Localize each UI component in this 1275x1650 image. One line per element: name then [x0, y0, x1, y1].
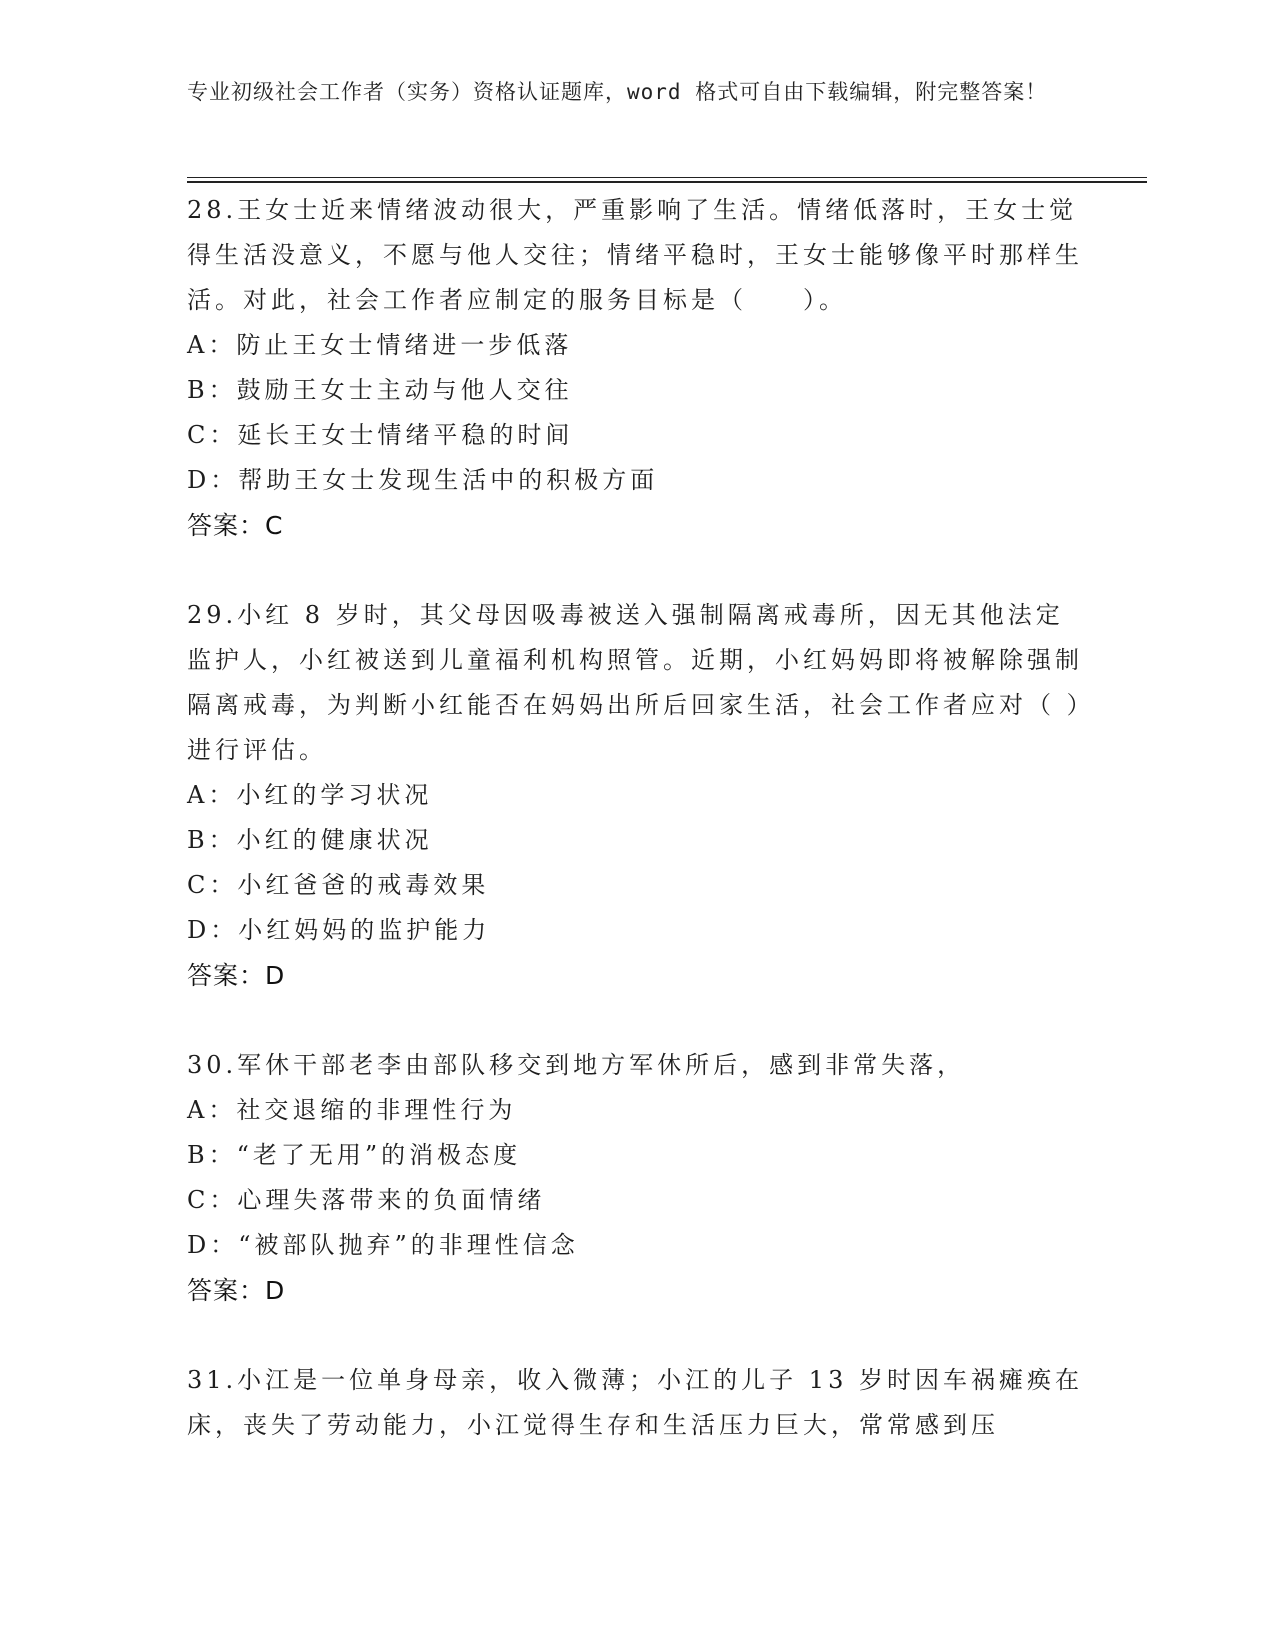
question-stem: 30.军休干部老李由部队移交到地方军休所后，感到非常失落，	[187, 1051, 966, 1079]
option-b: B：鼓励王女士主动与他人交往	[187, 376, 573, 404]
option-a: A：社交退缩的非理性行为	[187, 1096, 517, 1124]
question-31	[187, 1358, 1087, 1448]
option-c: C：小红爸爸的戒毒效果	[187, 871, 490, 899]
question-29	[187, 593, 1087, 998]
question-list	[187, 188, 1087, 1493]
question-28	[187, 188, 1087, 548]
option-b: B：小红的健康状况	[187, 826, 433, 854]
option-d: D：小红妈妈的监护能力	[187, 916, 491, 944]
answer: 答案：D	[187, 1276, 286, 1305]
header-divider-thin	[187, 177, 1147, 178]
option-a: A：防止王女士情绪进一步低落	[187, 331, 573, 359]
document-header: 专业初级社会工作者（实务）资格认证题库，word 格式可自由下载编辑，附完整答案！	[187, 80, 1048, 104]
answer: 答案：C	[187, 511, 284, 540]
question-stem: 28.王女士近来情绪波动很大，严重影响了生活。情绪低落时，王女士觉得生活没意义，不愿与他人交往；情绪平稳时，王女士能够像平时那样生活。对此，社会工作者应制定的服务目标是（ ）。	[187, 196, 1083, 314]
option-c: C：心理失落带来的负面情绪	[187, 1186, 546, 1214]
header-divider-thick	[187, 181, 1147, 183]
option-d: D：“被部队抛弃”的非理性信念	[187, 1231, 579, 1259]
option-d: D：帮助王女士发现生活中的积极方面	[187, 466, 659, 494]
option-a: A：小红的学习状况	[187, 781, 433, 809]
question-stem: 31.小江是一位单身母亲，收入微薄；小江的儿子 13 岁时因车祸瘫痪在床，丧失了劳动能力，小江觉得生存和生活压力巨大，常常感到压	[187, 1366, 1083, 1439]
answer: 答案：D	[187, 961, 286, 990]
question-30	[187, 1043, 1087, 1313]
question-stem: 29.小红 8 岁时，其父母因吸毒被送入强制隔离戒毒所，因无其他法定监护人，小红被送到儿童福利机构照管。近期，小红妈妈即将被解除强制隔离戒毒，为判断小红能否在妈妈出所后回家生活，社会工作者应对（ ）进行评估。	[187, 601, 1083, 764]
option-b: B：“老了无用”的消极态度	[187, 1141, 522, 1169]
option-c: C：延长王女士情绪平稳的时间	[187, 421, 574, 449]
